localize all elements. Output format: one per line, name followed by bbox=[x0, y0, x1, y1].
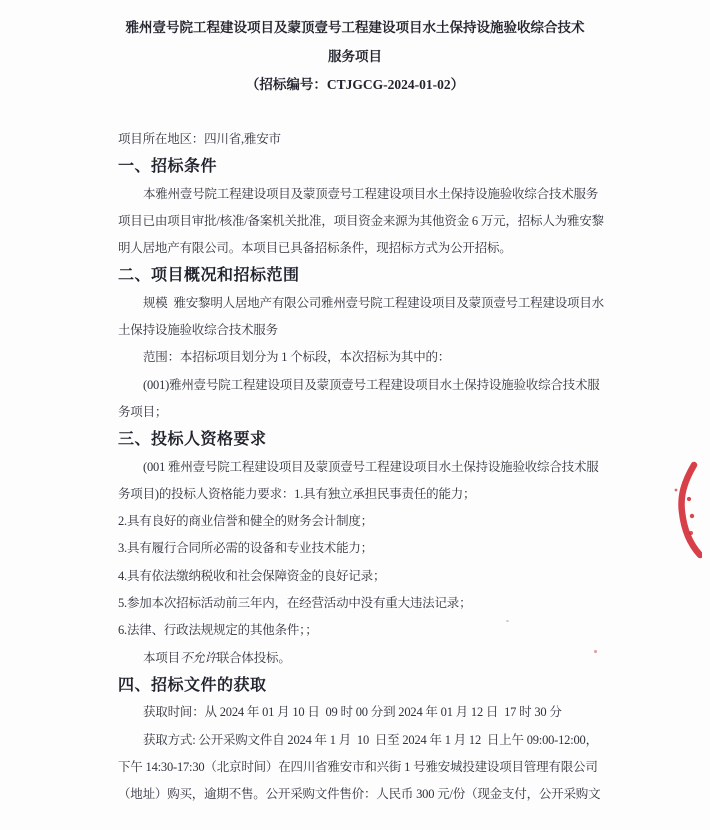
section-2-line: 土保持设施验收综合技术服务 bbox=[118, 323, 278, 338]
title-line-2: 服务项目 bbox=[328, 48, 382, 64]
stamp-dot bbox=[689, 531, 693, 535]
section-1-line: 明人居地产有限公司。本项目已具备招标条件，现招标方式为公开招标。 bbox=[118, 241, 512, 256]
section-3-line: (001 雅州壹号院工程建设项目及蒙顶壹号工程建设项目水土保持设施验收综合技术服 bbox=[143, 459, 599, 474]
section-1-heading: 一、招标条件 bbox=[118, 158, 218, 176]
document-title bbox=[0, 14, 710, 100]
qualification-item: 6.法律、行政法规规定的其他条件；； bbox=[118, 623, 318, 638]
document-body bbox=[118, 126, 632, 808]
section-4-heading: 四、招标文件的获取 bbox=[118, 676, 267, 694]
joint-bid-suffix: 联合体投标。 bbox=[216, 650, 291, 665]
scan-speck bbox=[506, 620, 509, 622]
tender-number: （招标编号：CTJGCG-2024-01-02） bbox=[245, 77, 465, 92]
section-2-line: (001)雅州壹号院工程建设项目及蒙顶壹号工程建设项目水土保持设施验收综合技术服 bbox=[143, 377, 600, 392]
project-location-line: 项目所在地区：四川省,雅安市 bbox=[118, 132, 281, 146]
stamp-dot bbox=[687, 497, 691, 501]
stamp-arc bbox=[682, 465, 701, 555]
joint-bid-line bbox=[118, 645, 632, 672]
section-2-heading: 二、项目概况和招标范围 bbox=[118, 267, 300, 285]
section-3-heading: 三、投标人资格要求 bbox=[118, 431, 267, 449]
section-1-line: 本雅州壹号院工程建设项目及蒙顶壹号工程建设项目水土保持设施验收综合技术服务 bbox=[143, 186, 599, 201]
section-2-line: 规模 雅安黎明人居地产有限公司雅州壹号院工程建设项目及蒙顶壹号工程建设项目水 bbox=[143, 295, 604, 310]
scan-speck bbox=[594, 650, 597, 653]
section-4-line: （地址）购买，逾期不售。公开采购文件售价：人民币 300 元/份（现金支付，公开采购文 bbox=[118, 787, 601, 802]
red-stamp-edge-icon bbox=[660, 452, 702, 572]
qualification-item: 5.参加本次招标活动前三年内，在经营活动中没有重大违法记录； bbox=[118, 596, 472, 611]
joint-bid-prefix: 本项目 bbox=[143, 650, 180, 665]
qualification-item: 3.具有履行合同所必需的设备和专业技术能力； bbox=[118, 541, 373, 556]
section-1-line: 项目已由项目审批/核准/备案机关批准，项目资金来源为其他资金 6 万元，招标人为雅安黎 bbox=[118, 213, 604, 228]
section-3-line: 务项目)的投标人资格能力要求：1.具有独立承担民事责任的能力； bbox=[118, 486, 476, 501]
joint-bid-not-allowed: 不允许 bbox=[179, 650, 217, 665]
section-4-line: 获取时间：从 2024 年 01 月 10 日 09 时 00 分到 2024 年 01 月 12 日 17 时 30 分 bbox=[143, 705, 562, 720]
section-4-line: 下午 14:30-17:30（北京时间）在四川省雅安市和兴街 1 号雅安城投建设项目管理有限公司 bbox=[118, 759, 598, 774]
stamp-dot bbox=[675, 489, 678, 492]
section-2-line: 务项目； bbox=[118, 404, 168, 419]
stamp-dot bbox=[690, 514, 694, 518]
section-2-line: 范围：本招标项目划分为 1 个标段，本次招标为其中的： bbox=[143, 350, 451, 365]
section-4-line: 获取方式: 公开采购文件自 2024 年 1 月 10 日至 2024 年 1 月 12 日上午 09:00-12:00， bbox=[143, 732, 598, 747]
qualification-item: 4.具有依法缴纳税收和社会保障资金的良好记录； bbox=[118, 568, 386, 583]
title-line-1: 雅州壹号院工程建设项目及蒙顶壹号工程建设项目水土保持设施验收综合技术 bbox=[125, 20, 585, 35]
qualification-item: 2.具有良好的商业信誉和健全的财务会计制度； bbox=[118, 514, 373, 529]
